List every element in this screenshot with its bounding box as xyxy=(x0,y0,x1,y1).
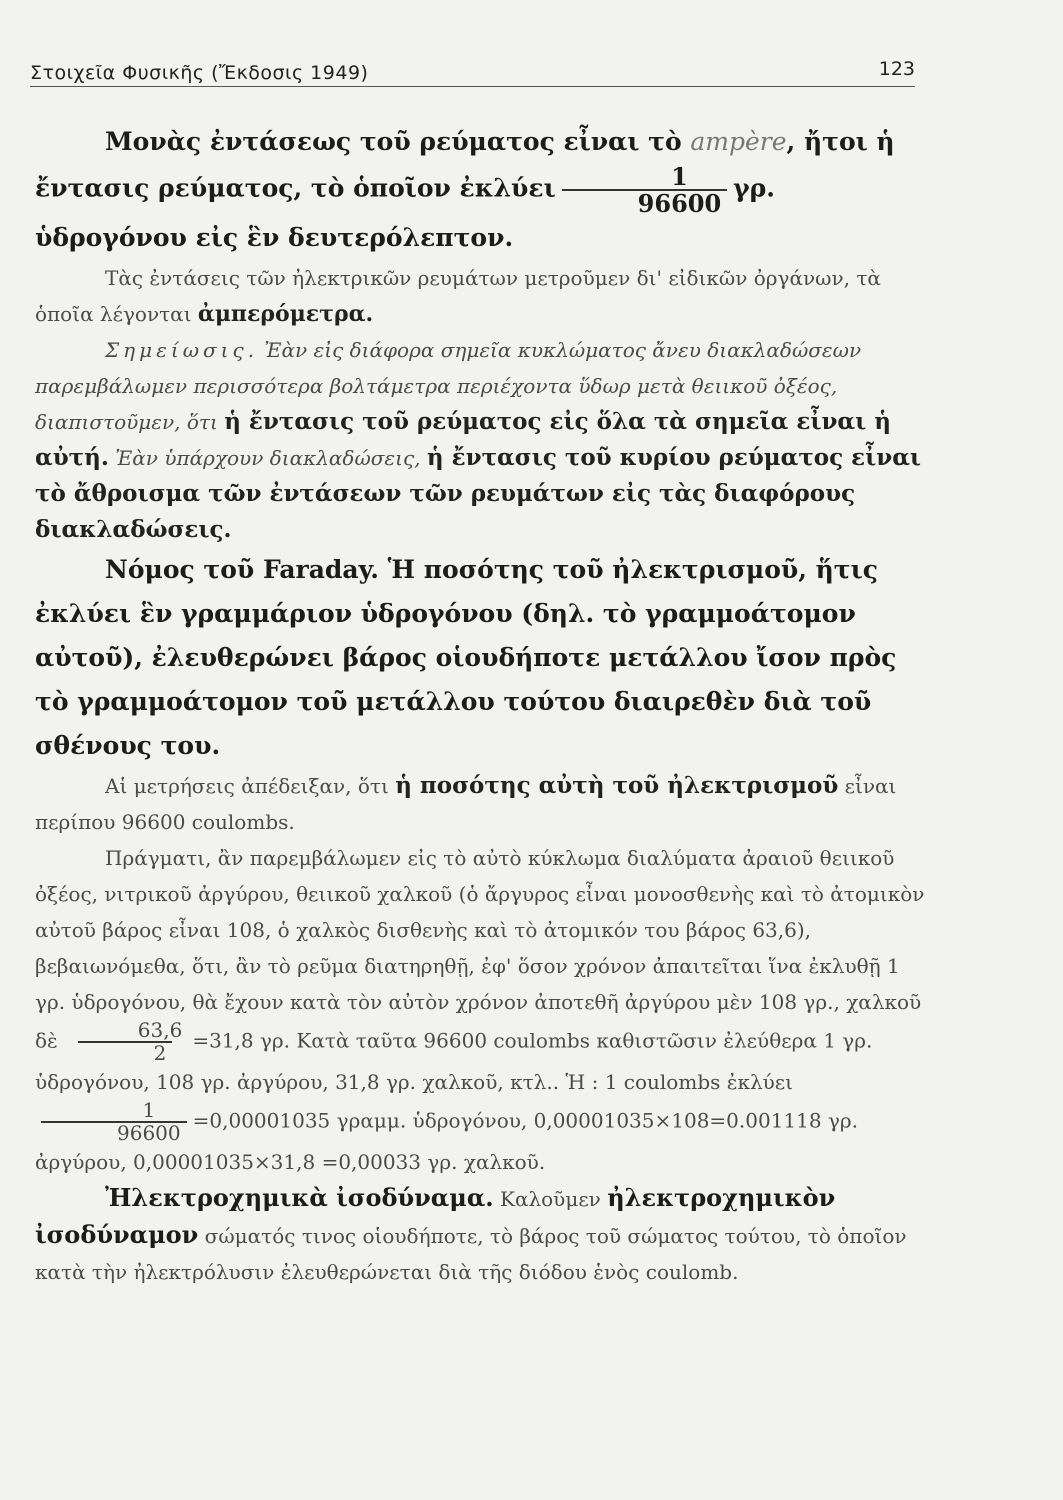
ampere-term: ampère xyxy=(690,127,787,156)
faraday-heading: Νόμος τοῦ Faraday. xyxy=(105,555,379,585)
paragraph-ammeters: Τὰς ἐντάσεις τῶν ἠλεκτρικῶν ρευμάτων μετροῦμεν δι' εἰδικῶν ὀργάνων, τὰ ὁποῖα λέγονται ἀμπερόμετρα. xyxy=(35,266,881,328)
paragraph-measurements: Αἱ μετρήσεις ἀπέδειξαν, ὅτι ἡ ποσότης αὐτὴ τοῦ ἠλεκτρισμοῦ εἶναι περίπου 96600 coulombs. xyxy=(35,772,897,835)
running-title: Στοιχεῖα Φυσικῆς (Ἔκδοσις 1949) xyxy=(30,62,369,84)
fraction-1-over-96600: $\frac{1}{96600}$ xyxy=(562,164,728,216)
body-text xyxy=(35,120,925,1290)
equivalents-heading: Ἠλεκτροχημικὰ ἰσοδύναμα. xyxy=(105,1183,494,1213)
paragraph-note: Σημείωσις. Ἐὰν εἰς διάφορα σημεῖα κυκλώματος ἄνευ διακλαδώσεων παρεμβάλωμεν περισσότερα βολτάμετρα περιέχοντα ὕδωρ μετὰ θειικοῦ ὀξέος, διαπιστοῦμεν, ὅτι ἡ ἔντασις τοῦ ρεύματος εἰς ὅλα τὰ σημεῖα εἶναι ἡ αὐτή. Ἐὰν ὑπάρχουν διακλαδώσεις, ἡ ἔντασις τοῦ κυρίου ρεύματος εἶναι τὸ ἄθροισμα τῶν ἐντάσεων τῶν ρευμάτων εἰς τὰς διαφόρους διακλαδώσεις. xyxy=(35,338,922,544)
fraction-63-6-over-2: $\frac{63,6}{2}$ xyxy=(64,1020,187,1064)
running-head xyxy=(30,58,915,87)
paragraph-ampere-definition: Μονὰς ἐντάσεως τοῦ ρεύματος εἶναι τὸ ampère, ἤτοι ἡ ἔντασις ρεύματος, τὸ ὁποῖον ἐκλύει $\frac{1}{96600}$ γρ. ὑδρογόνου εἰς ἓν δευτερόλεπτον. xyxy=(35,127,895,253)
paragraph-electrochemical-equivalents: Ἠλεκτροχημικὰ ἰσοδύναμα. Καλοῦμεν ἠλεκτροχημικὸν ἰσοδύναμον σώματός τινος οἱουδήποτε, τὸ βάρος τοῦ σώματος τούτου, τὸ ὁποῖον κατὰ τὴν ἠλεκτρόλυσιν ἐλευθερώνεται διὰ τῆς διόδου ἑνὸς coulomb. xyxy=(35,1183,907,1285)
paragraph-faraday-law: Νόμος τοῦ Faraday. Ἡ ποσότης τοῦ ἠλεκτρισμοῦ, ἥτις ἐκλύει ἓν γραμμάριον ὑδρογόνου (δηλ. τὸ γραμμοάτομον αὐτοῦ), ἐλευθερώνει βάρος οἱουδήποτε μετάλλου ἴσον πρὸς τὸ γραμμοάτομον τοῦ μετάλλου τούτου διαιρεθὲν διὰ τοῦ σθένους του. xyxy=(35,555,897,761)
note-label: Σημείωσις. xyxy=(105,338,259,363)
fraction-1-over-96600-b: $\frac{1}{96600}$ xyxy=(41,1100,187,1144)
page-number: 123 xyxy=(878,58,915,80)
paragraph-example: Πράγματι, ἂν παρεμβάλωμεν εἰς τὸ αὐτὸ κύκλωμα διαλύματα ἀραιοῦ θειικοῦ ὀξέος, νιτρικοῦ ἀργύρου, θειικοῦ χαλκοῦ (ὁ ἄργυρος εἶναι μονοσθενὴς καὶ τὸ ἀτομικὸν αὐτοῦ βάρος εἶναι 108, ὁ χαλκὸς δισθενὴς καὶ τὸ ἀτομικόν του βάρος 63,6), βεβαιωνόμεθα, ὅτι, ἂν τὸ ρεῦμα διατηρηθῇ, ἐφ' ὅσον χρόνον ἀπαιτεῖται ἵνα ἐκλυθῇ 1 γρ. ὑδρογόνου, θὰ ἔχουν κατὰ τὸν αὐτὸν χρόνον ἀποτεθῆ ἀργύρου μὲν 108 γρ., χαλκοῦ δὲ $\frac{63,6}{2}$ =31,8 γρ. Κατὰ ταῦτα 96600 coulombs καθιστῶσιν ἐλεύθερα 1 γρ. ὑδρογόνου, 108 γρ. ἀργύρου, 31,8 γρ. χαλκοῦ, κτλ.. Ἡ : 1 coulombs ἐκλύει $\frac{1}{96600}$ =0,00001035 γραμμ. ὑδρογόνου, 0,00001035×108=0.001118 γρ. ἀργύρου, 0,00001035×31,8 =0,00033 γρ. χαλκοῦ. xyxy=(35,846,925,1175)
ammeters-term: ἀμπερόμετρα. xyxy=(197,301,374,328)
